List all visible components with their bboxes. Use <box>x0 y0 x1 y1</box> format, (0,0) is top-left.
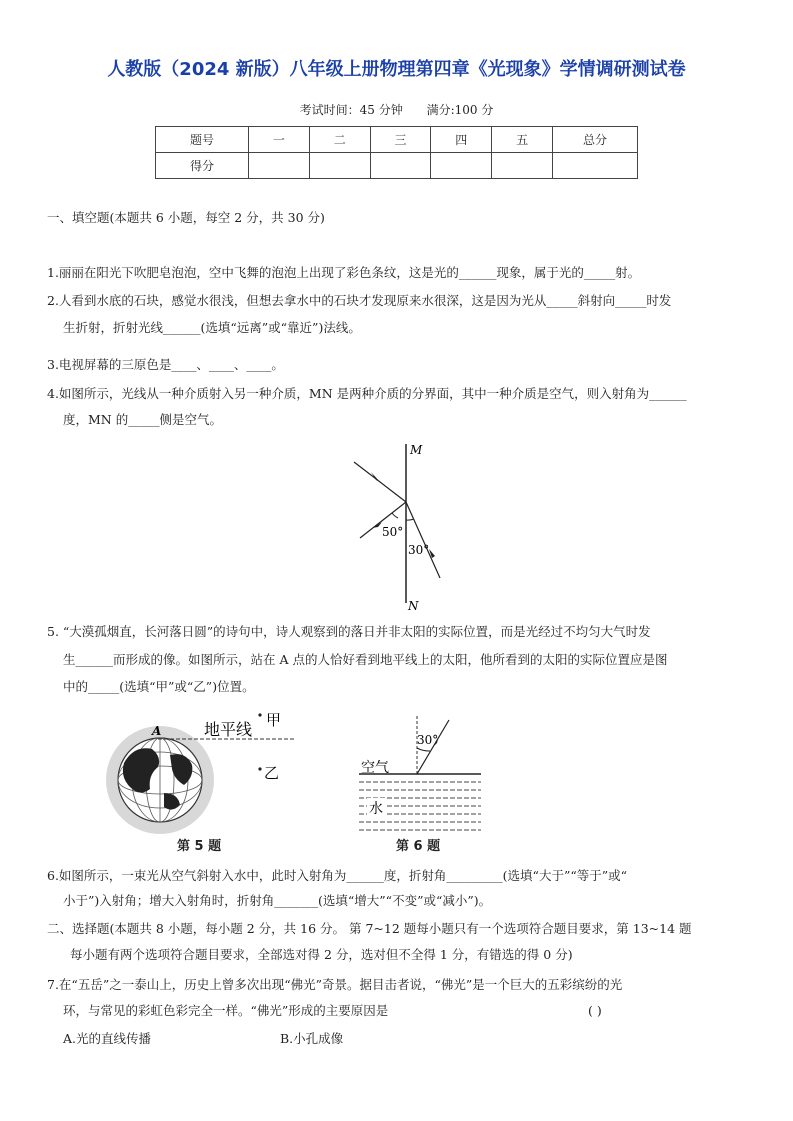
score-cell[interactable] <box>492 153 553 179</box>
question-5-line2: 生______而形成的像。如图所示，站在 A 点的人恰好看到地平线上的太阳，他所看到的太阳的实际位置应是图 <box>63 652 668 667</box>
question-6-line1: 6.如图所示，一束光从空气斜射入水中，此时入射角为______度，折射角_________(选填“大于”“等于”或“ <box>47 868 628 883</box>
question-4-line1: 4.如图所示，光线从一种介质射入另一种介质，MN 是两种介质的分界面，其中一种介质是空气，则入射角为______ <box>47 386 687 401</box>
full-score: 满分:100 分 <box>426 103 494 117</box>
score-row-label: 得分 <box>156 153 249 179</box>
angle-30-label: 30° <box>417 733 439 747</box>
option-a: A.光的直线传播 <box>63 1031 152 1046</box>
angle-50-label: 50° <box>382 525 404 539</box>
sun-position-jia <box>258 713 261 716</box>
jia-label: 甲 <box>266 711 282 729</box>
score-cell[interactable] <box>249 153 310 179</box>
figure-5-caption: 第 5 题 <box>177 839 222 854</box>
question-7-line2: 环，与常见的彩虹色彩完全一样。“佛光”形成的主要原因是 <box>63 1003 389 1018</box>
horizon-label: 地平线 <box>204 720 253 739</box>
label-m: M <box>410 443 423 457</box>
figure-q4-refraction <box>340 438 450 613</box>
question-4-line2: 度，MN 的_____侧是空气。 <box>63 412 222 427</box>
option-b: B.小孔成像 <box>280 1031 344 1046</box>
question-2-line1: 2.人看到水底的石块，感觉水很浅，但想去拿水中的石块才发现原来水很深，这是因为光从_____斜射向_____时发 <box>47 293 672 308</box>
score-header-cell: 四 <box>431 127 492 153</box>
figure-q6-air-water <box>355 712 490 837</box>
score-header-cell: 题号 <box>156 127 249 153</box>
label-n: N <box>408 599 419 613</box>
score-table-row <box>156 153 638 179</box>
sun-position-yi <box>258 767 261 770</box>
score-table <box>155 126 638 179</box>
air-label: 空气 <box>361 760 389 776</box>
angle-arc <box>417 748 430 751</box>
question-5-line3: 中的_____(选填“甲”或“乙”)位置。 <box>63 679 255 694</box>
exam-time: 考试时间：45 分钟 <box>299 103 403 117</box>
question-7-line1: 7.在“五岳”之一泰山上，历史上曾多次出现“佛光”奇景。据目击者说，“佛光”是一个巨大的五彩缤纷的光 <box>47 977 623 992</box>
refracted-ray <box>406 502 440 578</box>
section2-heading-line1: 二、选择题(本题共 8 小题，每小题 2 分，共 16 分。 第 7~12 题每小题只有一个选项符合题目要求，第 13~14 题 <box>47 921 692 936</box>
section2-heading-line2: 每小题有两个选项符合题目要求，全部选对得 2 分，选对但不全得 1 分，有错选的得 0 分) <box>70 947 573 962</box>
question-2-line2: 生折射，折射光线______(选填“远离”或“靠近”)法线。 <box>63 320 361 335</box>
score-cell[interactable] <box>431 153 492 179</box>
score-header-cell: 五 <box>492 127 553 153</box>
score-cell[interactable] <box>553 153 638 179</box>
point-a-label: A <box>152 724 162 738</box>
question-6-line2: 小于”)入射角；增大入射角时，折射角_______(选填“增大”“不变”或“减小”)。 <box>63 893 492 908</box>
yi-label: 乙 <box>264 764 280 782</box>
section1-heading: 一、填空题(本题共 6 小题，每空 2 分，共 30 分) <box>47 210 325 225</box>
angle-arc <box>392 513 398 518</box>
score-header-cell: 二 <box>309 127 370 153</box>
figure-q5-earth <box>100 705 320 855</box>
answer-bracket: ( ) <box>588 1003 602 1018</box>
angle-arc <box>406 519 414 520</box>
page-title: 人教版（2024 新版）八年级上册物理第四章《光现象》学情调研测试卷 <box>107 59 686 80</box>
score-header-cell: 一 <box>249 127 310 153</box>
score-table-header <box>156 127 638 153</box>
question-1: 1.丽丽在阳光下吹肥皂泡泡，空中飞舞的泡泡上出现了彩色条纹，这是光的______现象，属于光的_____射。 <box>47 265 641 280</box>
figure-6-caption: 第 6 题 <box>396 839 441 854</box>
exam-meta <box>0 101 793 118</box>
arrow-icon <box>371 472 380 482</box>
question-5-line1: 5. “大漠孤烟直，长河落日圆”的诗句中，诗人观察到的落日并非太阳的实际位置，而是光经过不均匀大气时发 <box>47 624 651 639</box>
angle-30-label: 30° <box>408 543 430 557</box>
score-cell[interactable] <box>309 153 370 179</box>
score-header-cell: 总分 <box>553 127 638 153</box>
score-cell[interactable] <box>370 153 431 179</box>
question-3: 3.电视屏幕的三原色是____、____、____。 <box>47 357 284 372</box>
water-label: 水 <box>369 801 383 817</box>
score-header-cell: 三 <box>370 127 431 153</box>
